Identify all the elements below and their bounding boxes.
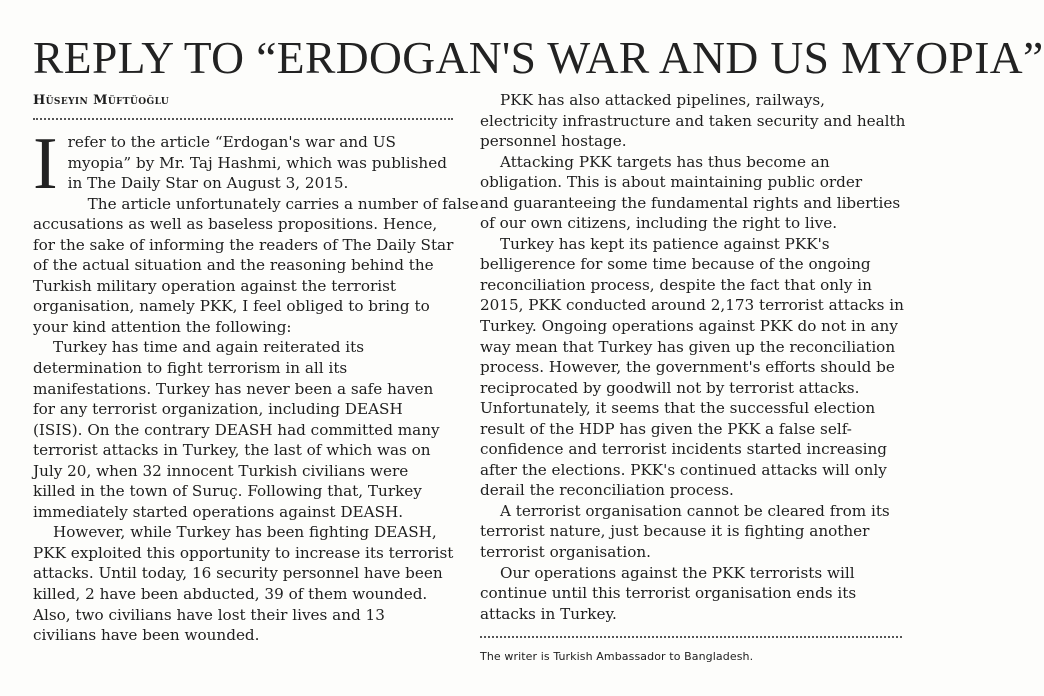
body-line: your kind attention the following: bbox=[33, 317, 292, 336]
body-line: electricity infrastructure and taken security and health bbox=[480, 111, 906, 130]
body-line: civilians have been wounded. bbox=[33, 626, 260, 645]
body-line: derail the reconciliation process. bbox=[480, 481, 734, 500]
body-line: Also, two civilians have lost their lives and 13 bbox=[33, 605, 385, 624]
footer-divider bbox=[480, 636, 902, 638]
body-line: of our own citizens, including the right to live. bbox=[480, 214, 838, 233]
writer-note: The writer is Turkish Ambassador to Bangladesh. bbox=[480, 650, 754, 664]
body-line: PKK exploited this opportunity to increase its terrorist bbox=[33, 543, 454, 562]
body-line: attacks. Until today, 16 security personnel have been bbox=[33, 564, 443, 583]
body-line: accusations as well as baseless propositions. Hence, bbox=[33, 215, 438, 234]
body-line: process. However, the government's efforts should be bbox=[480, 358, 895, 377]
left-body bbox=[33, 194, 479, 646]
body-line: killed, 2 have been abducted, 39 of them wounded. bbox=[33, 585, 428, 604]
lead-text: refer to the article “Erdogan's war and US myopia” by Mr. Taj Hashmi, which was published in The Daily Star on August 3, 2015. bbox=[67, 133, 447, 193]
body-line: Turkey has time and again reiterated its bbox=[53, 338, 364, 357]
body-line: continue until this terrorist organisation ends its bbox=[480, 584, 857, 603]
body-line: immediately started operations against DEASH. bbox=[33, 502, 404, 521]
right-column bbox=[480, 90, 910, 664]
body-line: way mean that Turkey has given up the reconciliation bbox=[480, 337, 896, 356]
body-line: terrorist nature, just because it is fighting another bbox=[480, 522, 870, 541]
body-line: A terrorist organisation cannot be cleared from its bbox=[500, 501, 890, 520]
body-line: and guaranteeing the fundamental rights and liberties bbox=[480, 193, 901, 212]
body-line: after the elections. PKK's continued attacks will only bbox=[480, 460, 887, 479]
body-line: However, while Turkey has been fighting DEASH, bbox=[53, 523, 437, 542]
body-line: Our operations against the PKK terrorists will bbox=[500, 563, 855, 582]
drop-cap: I bbox=[33, 123, 58, 205]
body-line: for any terrorist organization, including DEASH bbox=[33, 400, 403, 419]
body-line: PKK has also attacked pipelines, railways, bbox=[500, 91, 825, 109]
left-column bbox=[33, 90, 479, 646]
body-line: The article unfortunately carries a number of false bbox=[87, 194, 479, 213]
body-line: obligation. This is about maintaining public order bbox=[480, 173, 863, 192]
body-line: reconciliation process, despite the fact that only in bbox=[480, 275, 872, 294]
body-line: attacks in Turkey. bbox=[480, 604, 617, 623]
body-line: result of the HDP has given the PKK a false self- bbox=[480, 419, 852, 438]
body-line: terrorist attacks in Turkey, the last of which was on bbox=[33, 441, 431, 460]
headline: REPLY TO “ERDOGAN'S WAR AND US MYOPIA” bbox=[33, 32, 1044, 83]
body-line: confidence and terrorist incidents started increasing bbox=[480, 440, 888, 459]
body-line: personnel hostage. bbox=[480, 132, 627, 151]
body-line: reciprocated by goodwill not by terrorist attacks. bbox=[480, 378, 860, 397]
body-line: of the actual situation and the reasoning behind the bbox=[33, 256, 434, 275]
body-line: organisation, namely PKK, I feel obliged to bring to bbox=[33, 297, 430, 316]
body-line: killed in the town of Suruç. Following that, Turkey bbox=[33, 482, 422, 501]
body-line: for the sake of informing the readers of The Daily Star bbox=[33, 235, 454, 254]
body-line: manifestations. Turkey has never been a safe haven bbox=[33, 379, 434, 398]
body-line: belligerence for some time because of the ongoing bbox=[480, 255, 871, 274]
body-line: Turkey. Ongoing operations against PKK do not in any bbox=[480, 317, 898, 336]
byline-divider bbox=[33, 118, 453, 120]
body-line: Attacking PKK targets has thus become an bbox=[500, 152, 830, 171]
body-line: Unfortunately, it seems that the successful election bbox=[480, 399, 876, 418]
body-line: Turkey has kept its patience against PKK's bbox=[500, 234, 830, 253]
body-line: 2015, PKK conducted around 2,173 terrorist attacks in bbox=[480, 296, 904, 315]
body-line: terrorist organisation. bbox=[480, 543, 651, 562]
body-line: determination to fight terrorism in all its bbox=[33, 359, 348, 378]
body-line: July 20, when 32 innocent Turkish civilians were bbox=[33, 461, 409, 480]
body-line: Turkish military operation against the terrorist bbox=[33, 276, 396, 295]
body-line: (ISIS). On the contrary DEASH had committed many bbox=[33, 420, 440, 439]
byline: Hüseyin Müftüoğlu bbox=[33, 93, 170, 108]
